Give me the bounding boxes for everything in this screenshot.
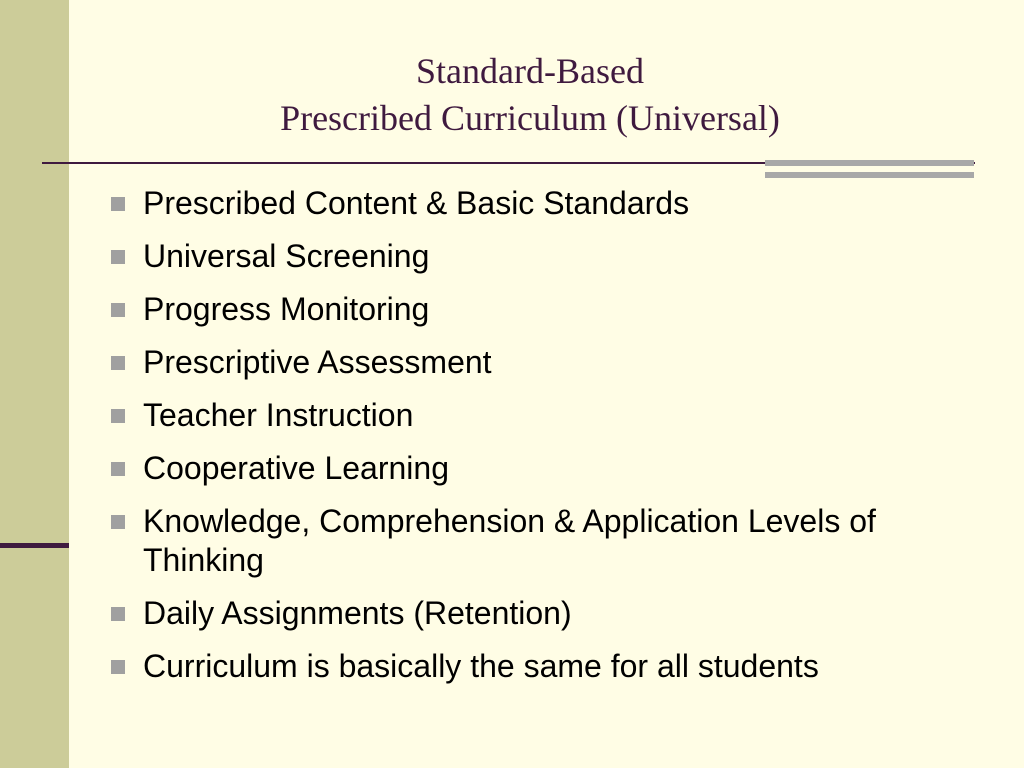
square-bullet-icon xyxy=(111,303,125,317)
slide-title xyxy=(80,48,980,142)
bullet-text: Progress Monitoring xyxy=(143,291,430,327)
list-item xyxy=(108,449,988,488)
left-sidebar-band xyxy=(0,0,69,768)
square-bullet-icon xyxy=(111,660,125,674)
list-item xyxy=(108,594,988,633)
list-item xyxy=(108,396,988,435)
sidebar-accent-line xyxy=(0,543,69,548)
list-item xyxy=(108,184,988,223)
bullet-list xyxy=(108,184,988,700)
square-bullet-icon xyxy=(111,607,125,621)
list-item xyxy=(108,343,988,382)
bullet-text: Universal Screening xyxy=(143,238,430,274)
slide-title-line-1: Standard-Based xyxy=(416,51,644,91)
square-bullet-icon xyxy=(111,515,125,529)
bullet-text: Curriculum is basically the same for all students xyxy=(143,648,819,684)
bullet-text: Prescribed Content & Basic Standards xyxy=(143,185,690,221)
slide-title-line-2: Prescribed Curriculum (Universal) xyxy=(280,98,780,138)
bullet-text: Daily Assignments (Retention) xyxy=(143,595,572,631)
bullet-text: Knowledge, Comprehension & Application Levels of Thinking xyxy=(143,503,876,578)
list-item xyxy=(108,647,988,686)
square-bullet-icon xyxy=(111,462,125,476)
bullet-text: Teacher Instruction xyxy=(143,397,414,433)
title-divider-accent-top xyxy=(765,160,974,166)
list-item xyxy=(108,237,988,276)
square-bullet-icon xyxy=(111,356,125,370)
list-item xyxy=(108,290,988,329)
square-bullet-icon xyxy=(111,409,125,423)
list-item xyxy=(108,502,988,580)
bullet-text: Prescriptive Assessment xyxy=(143,344,492,380)
square-bullet-icon xyxy=(111,197,125,211)
title-divider-accent-bottom xyxy=(765,172,974,178)
bullet-text: Cooperative Learning xyxy=(143,450,449,486)
square-bullet-icon xyxy=(111,250,125,264)
